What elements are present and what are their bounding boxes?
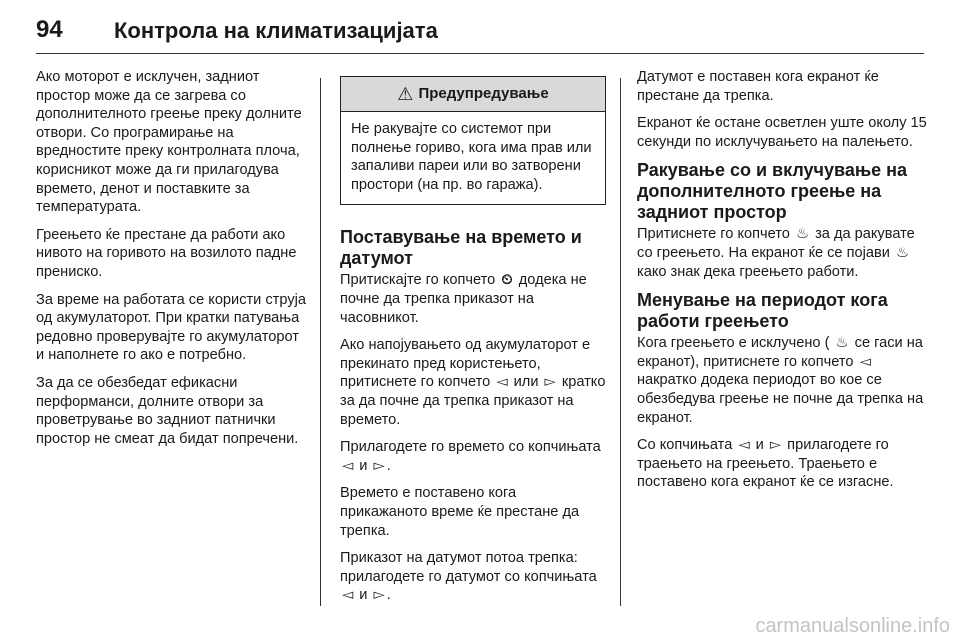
paragraph: Кога греењето е исклучено ( ♨ се гаси на екранот), притиснете го копчето ◅ накратко додека периодот во кое се обезбедува греење не почне да трепка на екранот.	[637, 335, 924, 426]
right-arrow-icon: ▻	[373, 587, 385, 604]
paragraph: Приказот на датумот потоа трепка: прилагодете го датумот со копчињата ◅ и ▻ .	[340, 550, 597, 604]
clock-icon: ⏲	[501, 272, 513, 289]
left-arrow-icon: ◅	[859, 353, 871, 370]
section-heading: Ракување со и вклучување на дополнителното греење на задниот простор	[637, 160, 908, 223]
paragraph: Ако напојувањето од акумулаторот е прекинато пред користењето, притиснете го копчето ◅ или ▻ кратко за да почне да трепка приказот на времето.	[340, 337, 606, 428]
column-divider	[320, 78, 321, 606]
warning-header	[341, 77, 605, 112]
column-left	[36, 68, 306, 457]
right-arrow-icon: ▻	[373, 457, 385, 474]
page-title: Контрола на климатизацијата	[114, 18, 438, 43]
warning-title: Предупредување	[418, 84, 549, 102]
left-arrow-icon: ◅	[738, 437, 750, 454]
page-header	[36, 14, 924, 54]
paragraph: За време на работата се користи струја од акумулаторот. При кратки патувања редовно проверувајте го акумулаторот и наполнете го ако е потребно.	[36, 291, 306, 364]
paragraph: Времето е поставено кога прикажаното време ќе престане да трепка.	[340, 485, 580, 539]
paragraph: Притиснете го копчето ♨ за да ракувате со греењето. На екранот ќе се појави ♨ како знак дека греењето работи.	[637, 226, 915, 280]
column-right	[637, 68, 927, 501]
watermark: carmanualsonline.info	[755, 615, 950, 637]
page-number: 94	[36, 16, 63, 43]
heater-icon: ♨	[835, 335, 849, 352]
right-arrow-icon: ▻	[544, 374, 556, 391]
paragraph: Притискајте го копчето ⏲ додека не почне да трепка приказот на часовникот.	[340, 272, 587, 326]
warning-icon: ⚠	[397, 83, 414, 104]
paragraph: Прилагодете го времето со копчињата ◅ и ▻ .	[340, 439, 601, 474]
paragraph: Екранот ќе остане осветлен уште околу 15 секунди по исклучувањето на палењето.	[637, 115, 927, 150]
section-heading: Поставување на времето и датумот	[340, 227, 582, 269]
warning-text: Не ракувајте со системот при полнење гориво, кога има прав или запаливи пареи или во затворени простори (на пр. во гаража).	[351, 121, 592, 193]
column-divider	[620, 78, 621, 606]
warning-body	[341, 112, 605, 204]
paragraph: Ако моторот е исклучен, задниот простор може да се загрева со дополнителното греење преку долните отвори. Со програмирање на вредностите преку контролната плоча, корисникот може да ги прилагодува времето, денот и поставките за температурата.	[36, 69, 302, 216]
heater-icon: ♨	[795, 226, 810, 243]
column-middle	[340, 68, 606, 614]
paragraph: Датумот е поставен кога екранот ќе престане да трепка.	[637, 69, 879, 104]
heater-icon: ♨	[895, 244, 910, 261]
warning-box	[340, 76, 606, 205]
left-arrow-icon: ◅	[496, 374, 508, 391]
left-arrow-icon: ◅	[342, 587, 354, 604]
paragraph: Со копчињата ◅ и ▻ прилагодете го траењето на греењето. Траењето е поставено кога екранот ќе се изгасне.	[637, 437, 894, 491]
right-arrow-icon: ▻	[769, 437, 782, 454]
paragraph: Греењето ќе престане да работи ако нивото на горивото на возилото падне прениско.	[36, 226, 297, 280]
section-heading: Менување на периодот кога работи греењето	[637, 290, 888, 332]
left-arrow-icon: ◅	[342, 457, 354, 474]
paragraph: За да се обезбедат ефикасни перформанси, долните отвори за проветрување во задниот патнички простор не смеат да бидат попречени.	[36, 374, 299, 447]
